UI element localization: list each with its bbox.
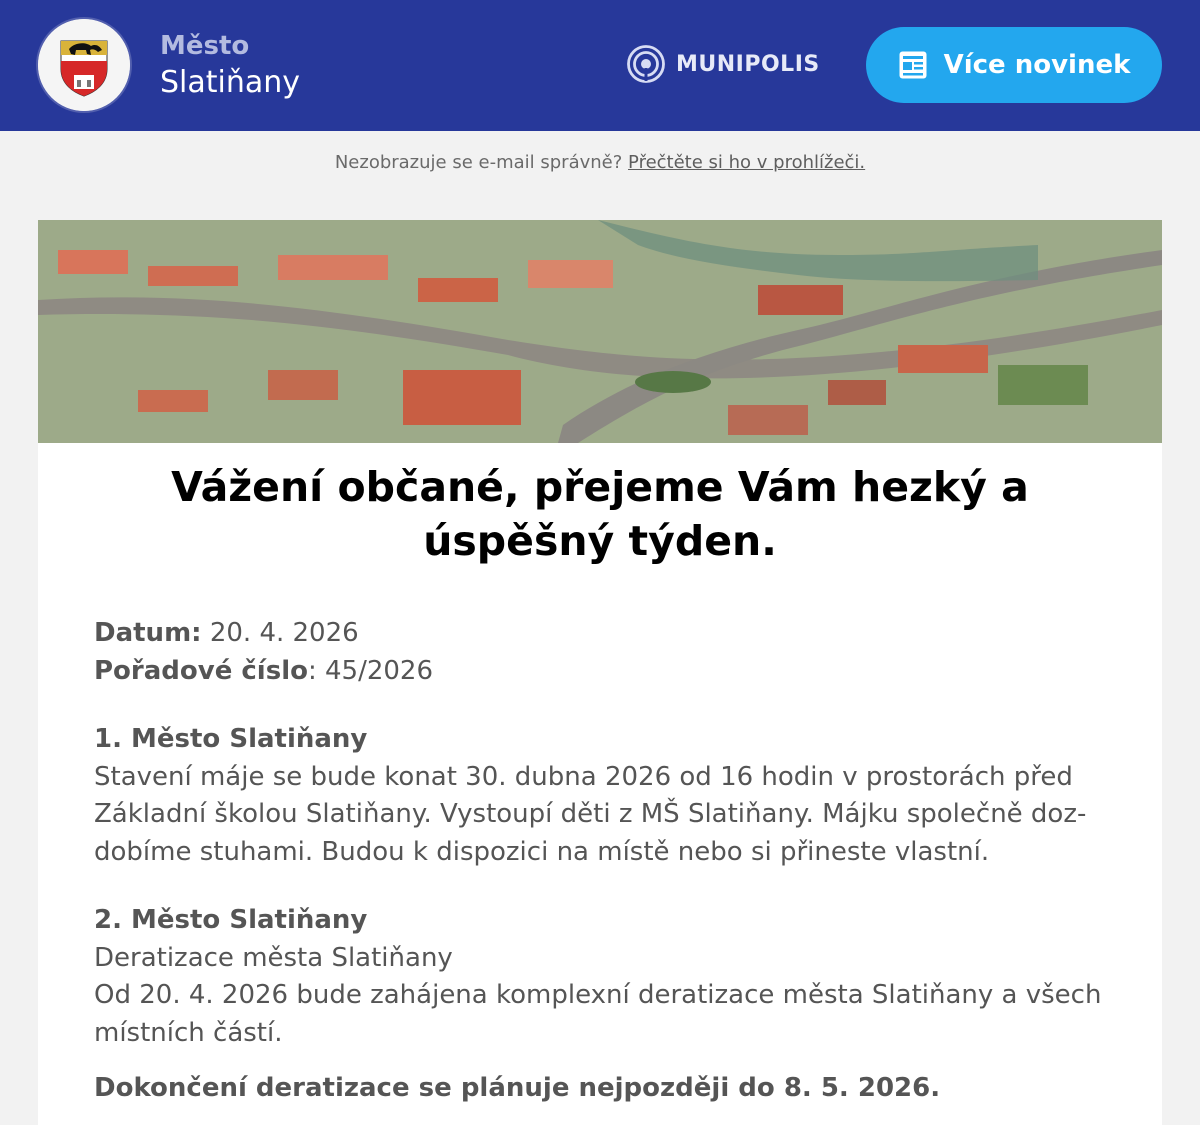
news-item-1 xyxy=(38,721,1162,871)
news-card xyxy=(38,220,1162,1125)
news-item-title: 1. Město Slatiňany xyxy=(94,724,368,754)
headline: Vážení občané, přejeme Vám hezký a úspěšný týden. xyxy=(171,463,1029,565)
brand-name: MUNIPOLIS xyxy=(676,51,820,77)
completion-note: Dokončení deratizace se plánuje nejpozději do 8. 5. 2026. xyxy=(94,1073,941,1103)
town-prefix: Město xyxy=(160,31,250,61)
news-item-title: 2. Město Slatiňany xyxy=(94,905,368,935)
number-label: Pořadové číslo xyxy=(94,656,308,686)
town-logo[interactable] xyxy=(38,19,130,111)
view-in-browser-link[interactable]: Přečtěte si ho v prohlížeči. xyxy=(628,152,866,173)
date-row xyxy=(94,614,1106,652)
town-name: Slatiňany xyxy=(160,65,301,100)
coat-of-arms-icon xyxy=(38,19,130,111)
more-news-button[interactable] xyxy=(866,27,1162,103)
date-value: 20. 4. 2026 xyxy=(209,618,359,648)
number-row xyxy=(94,652,1106,690)
article-meta xyxy=(38,614,1162,690)
more-news-label: Více novinek xyxy=(943,50,1131,80)
hero-aerial-image xyxy=(38,220,1162,443)
news-item-text: Od 20. 4. 2026 bude zahájena komplexní deratizace města Slatiňany a všech místních částí. xyxy=(94,980,1102,1048)
news-item-subtitle: Deratizace města Slatiňany xyxy=(94,942,453,973)
header xyxy=(0,0,1200,131)
munipolis-brand[interactable] xyxy=(626,44,820,84)
number-value: : 45/2026 xyxy=(307,656,434,686)
news-item-2 xyxy=(38,902,1162,1052)
news-item-text: Stavení máje se bude konat 30. dubna 2026 od 16 hodin v prostorách před Základní školou Slatiňany. Vystoupí děti z MŠ Slatiňany. Májku společně doz-dobíme stuhami. Budou k dispozici na místě nebo si přineste vlastní. xyxy=(94,761,1087,867)
notice-text: Nezobrazuje se e-mail správně? xyxy=(334,152,623,173)
broadcast-icon xyxy=(626,44,666,84)
date-label: Datum: xyxy=(94,618,202,648)
browser-notice xyxy=(0,152,1200,173)
newspaper-icon xyxy=(898,50,928,80)
